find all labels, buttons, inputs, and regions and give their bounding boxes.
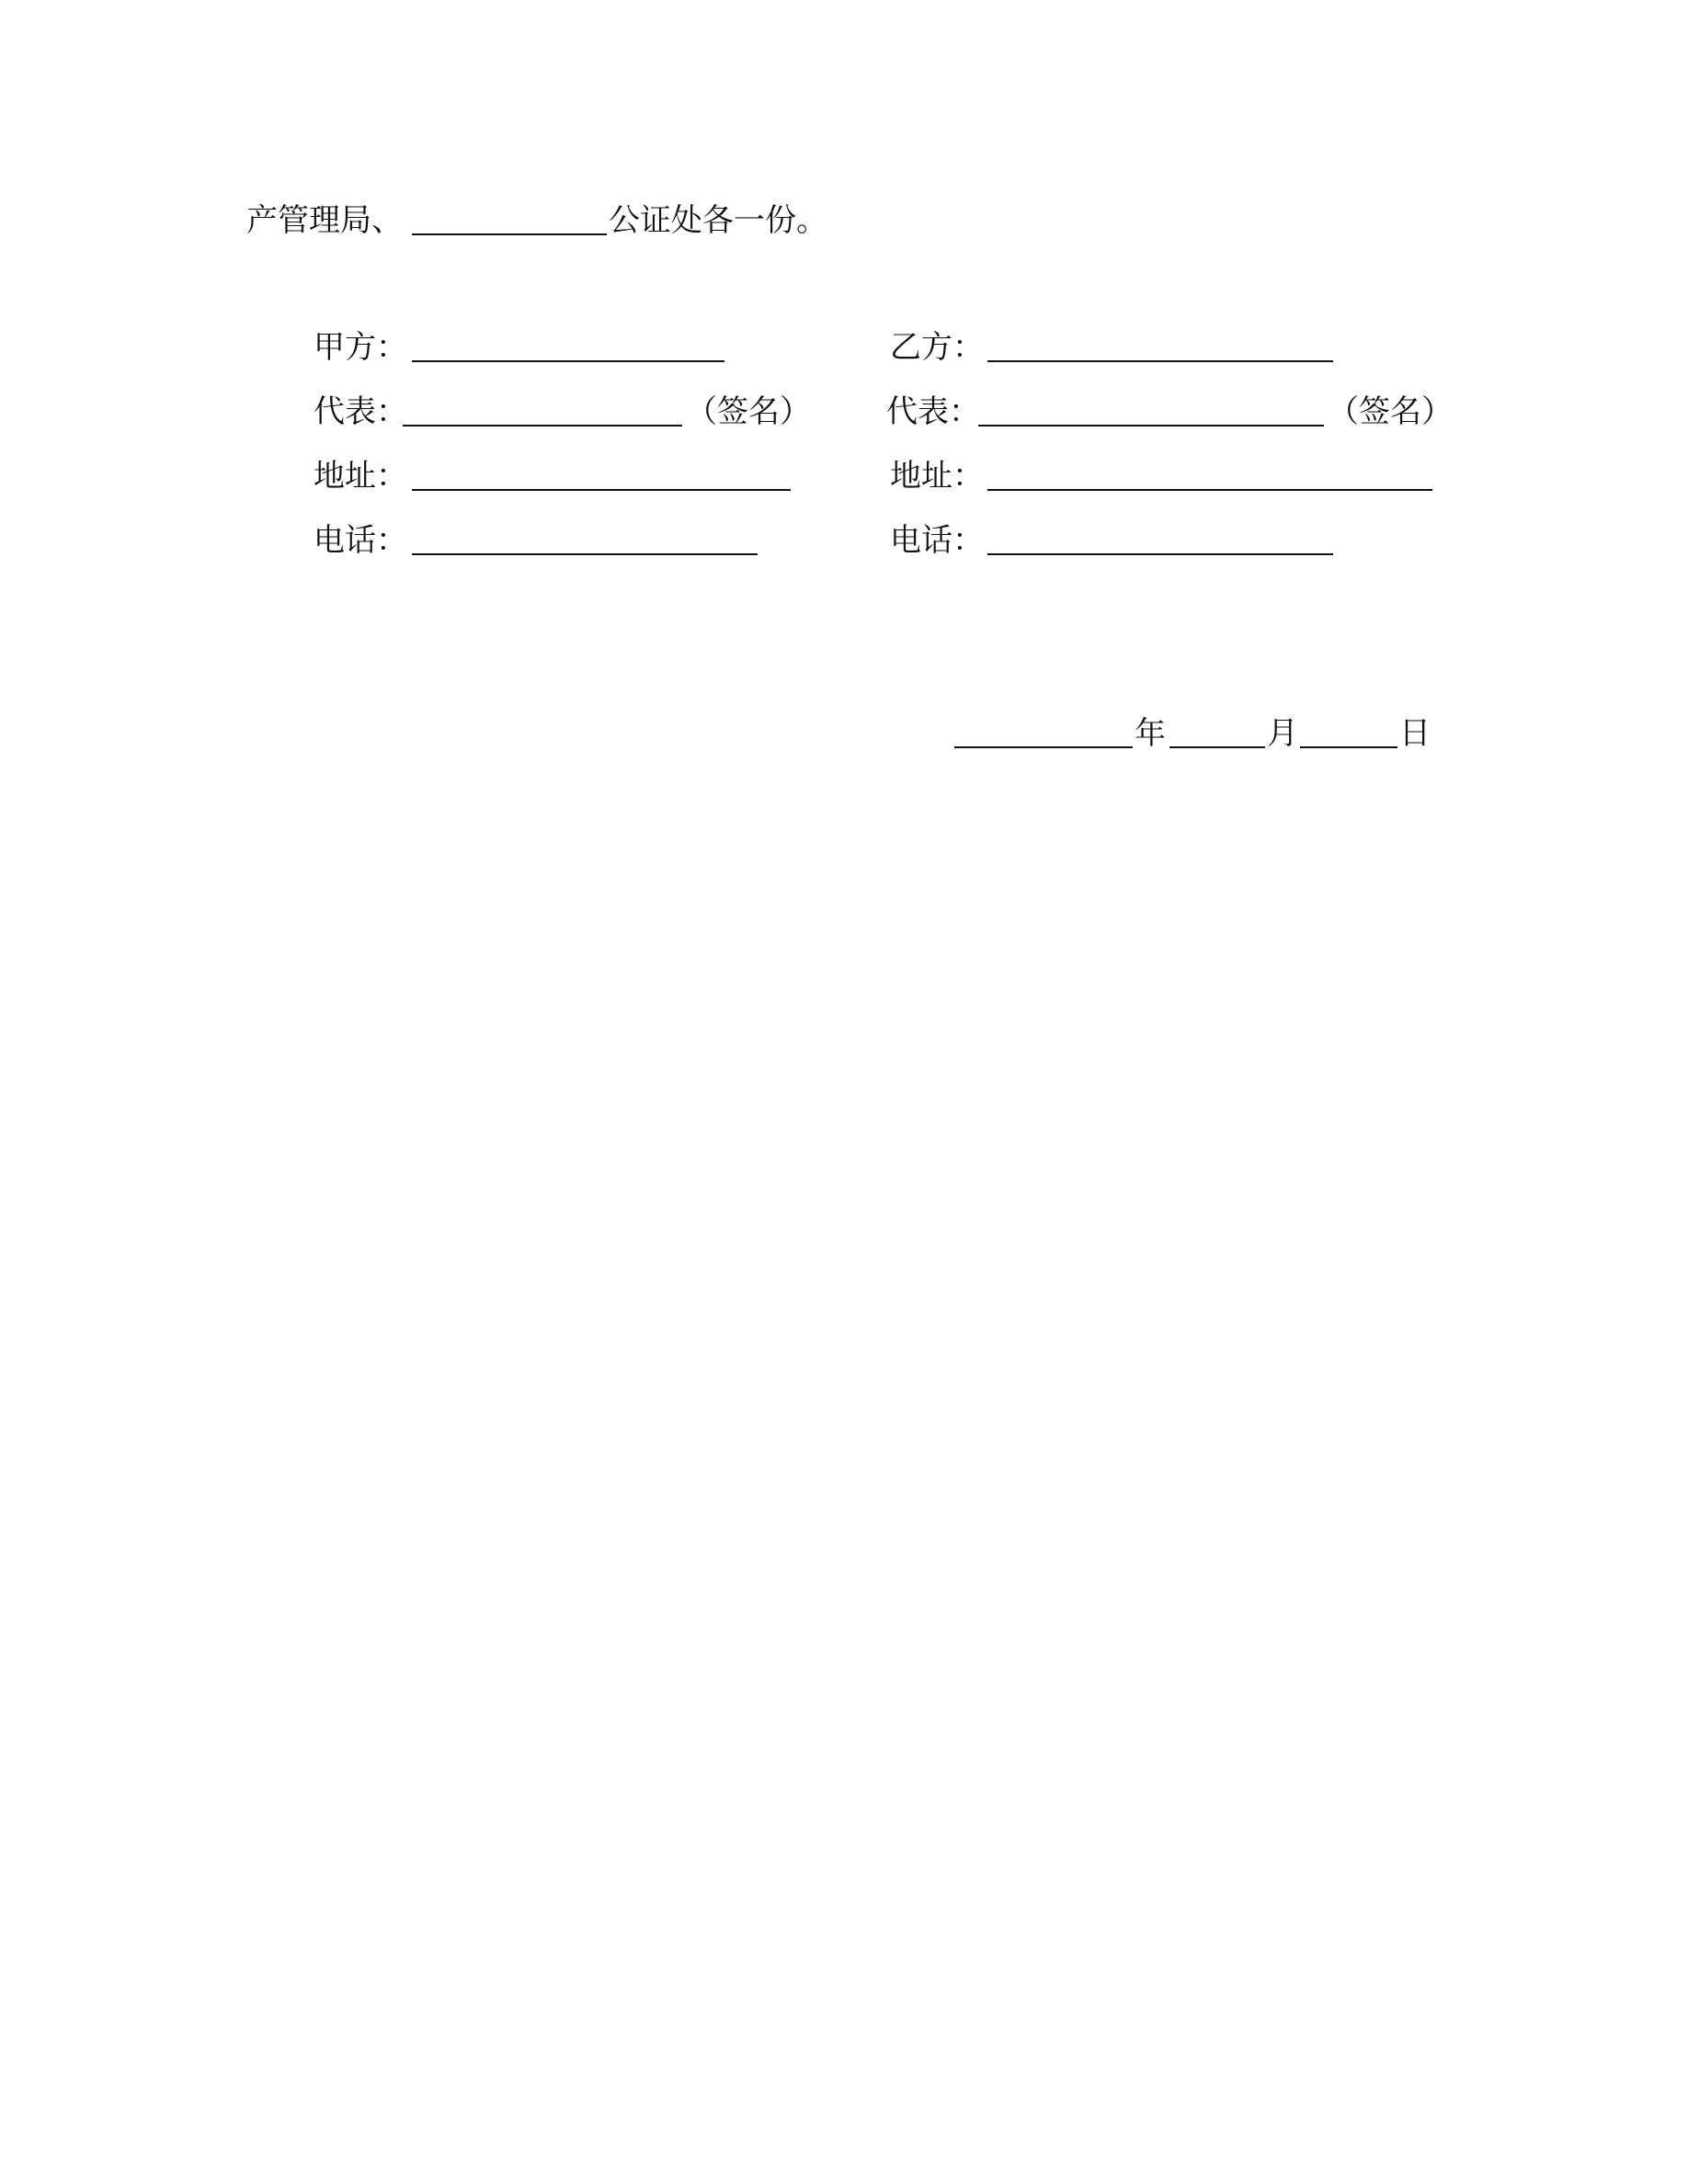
date-year-label: 年 [1135,715,1166,752]
party-b-name-blank[interactable] [987,360,1333,362]
date-month-blank[interactable] [1169,746,1265,748]
closing-text-part2: 公证处各一份。 [609,202,827,239]
notary-office-blank[interactable] [412,233,607,235]
party-a-phone-blank[interactable] [412,553,758,555]
party-b-label: 乙方： [890,329,984,366]
party-a-sign-label: （签名） [686,393,811,430]
date-year-blank[interactable] [954,746,1133,748]
party-a-name-blank[interactable] [412,360,724,362]
party-b-address-label: 地址： [890,458,984,495]
party-b-sign-label: （签名） [1328,393,1453,430]
party-a-address-label: 地址： [314,458,407,495]
party-a-rep-blank[interactable] [403,425,682,427]
party-a-phone-label: 电话： [314,522,407,559]
party-b-rep-blank[interactable] [978,425,1324,427]
party-b-phone-blank[interactable] [987,553,1333,555]
party-b-address-blank[interactable] [987,489,1432,491]
date-month-label: 月 [1267,715,1298,752]
closing-text-part1: 产管理局、 [246,202,403,239]
party-a-rep-label: 代表： [314,393,407,430]
date-day-blank[interactable] [1300,746,1397,748]
party-b-phone-label: 电话： [890,522,984,559]
party-a-address-blank[interactable] [412,489,791,491]
date-day-label: 日 [1399,715,1431,752]
party-b-rep-label: 代表： [886,393,980,430]
party-a-label: 甲方： [314,329,407,366]
